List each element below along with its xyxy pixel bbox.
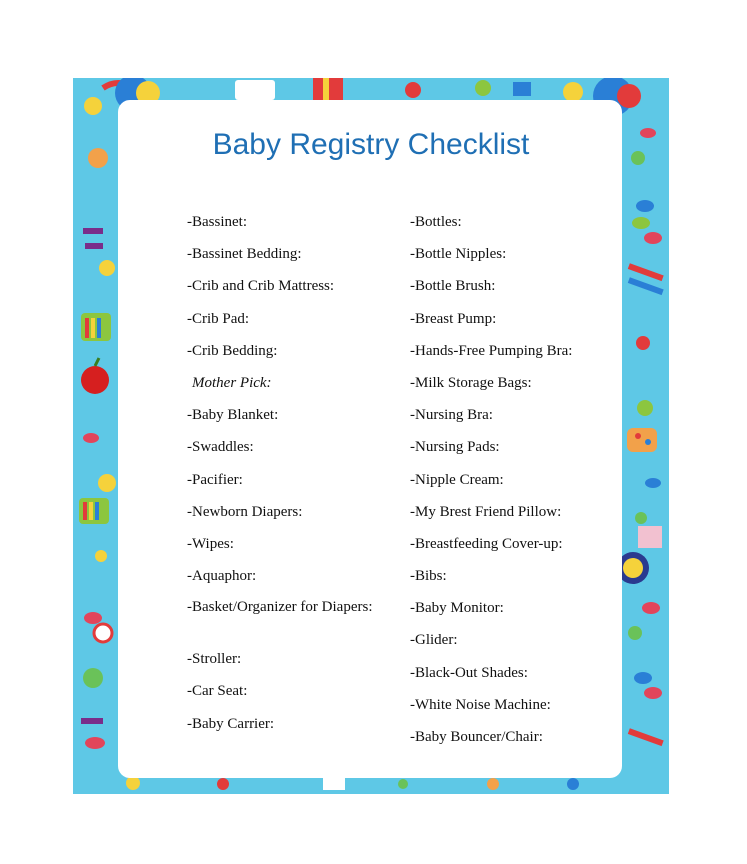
checklist-item: -Nursing Pads: bbox=[410, 439, 500, 456]
checklist-item: -Breastfeeding Cover-up: bbox=[410, 535, 563, 552]
checklist-item: -Crib and Crib Mattress: bbox=[187, 278, 335, 295]
checklist-item: -Baby Blanket: bbox=[187, 407, 279, 424]
left-checklist-column bbox=[187, 212, 377, 746]
checklist-item: -White Noise Machine: bbox=[410, 696, 551, 713]
checklist-item: -Aquaphor: bbox=[187, 568, 257, 585]
checklist-item: -Nursing Bra: bbox=[410, 407, 493, 424]
checklist-item: -Baby Monitor: bbox=[410, 600, 504, 617]
checklist-item: -Bassinet Bedding: bbox=[187, 246, 302, 263]
checklist-item: -Bassinet: bbox=[187, 214, 247, 230]
checklist-item: -Bibs: bbox=[410, 568, 447, 585]
checklist-item: -Glider: bbox=[410, 632, 458, 649]
checklist-item: -Nipple Cream: bbox=[410, 471, 504, 488]
checklist-item: -Pacifier: bbox=[187, 471, 243, 488]
page-title: Baby Registry Checklist bbox=[212, 128, 530, 161]
checklist-item: -Car Seat: bbox=[187, 683, 248, 700]
checklist-item: -Crib Pad: bbox=[187, 310, 250, 327]
checklist-item: -Stroller: bbox=[187, 651, 242, 668]
checklist-item: -Hands-Free Pumping Bra: bbox=[410, 342, 573, 359]
checklist-item: -Crib Bedding: bbox=[187, 342, 278, 359]
checklist-item: -Bottle Nipples: bbox=[410, 246, 507, 263]
checklist-item: -Swaddles: bbox=[187, 439, 254, 456]
right-checklist-column bbox=[410, 212, 620, 759]
checklist-item: -Breast Pump: bbox=[410, 310, 497, 327]
checklist-item: Mother Pick: bbox=[192, 374, 272, 391]
checklist-item: -Milk Storage Bags: bbox=[410, 374, 532, 391]
checklist-item: -Bottle Brush: bbox=[410, 278, 496, 295]
checklist-item: -Newborn Diapers: bbox=[187, 503, 303, 520]
checklist-item: -Black-Out Shades: bbox=[410, 664, 528, 681]
checklist-item: -Wipes: bbox=[187, 535, 234, 552]
checklist-item: -Baby Carrier: bbox=[187, 715, 275, 732]
checklist-item: -My Brest Friend Pillow: bbox=[410, 503, 562, 520]
checklist-item: -Baby Bouncer/Chair: bbox=[410, 729, 543, 745]
checklist-item: -Bottles: bbox=[410, 214, 462, 230]
checklist-item: -Basket/Organizer for Diapers: bbox=[187, 599, 373, 616]
